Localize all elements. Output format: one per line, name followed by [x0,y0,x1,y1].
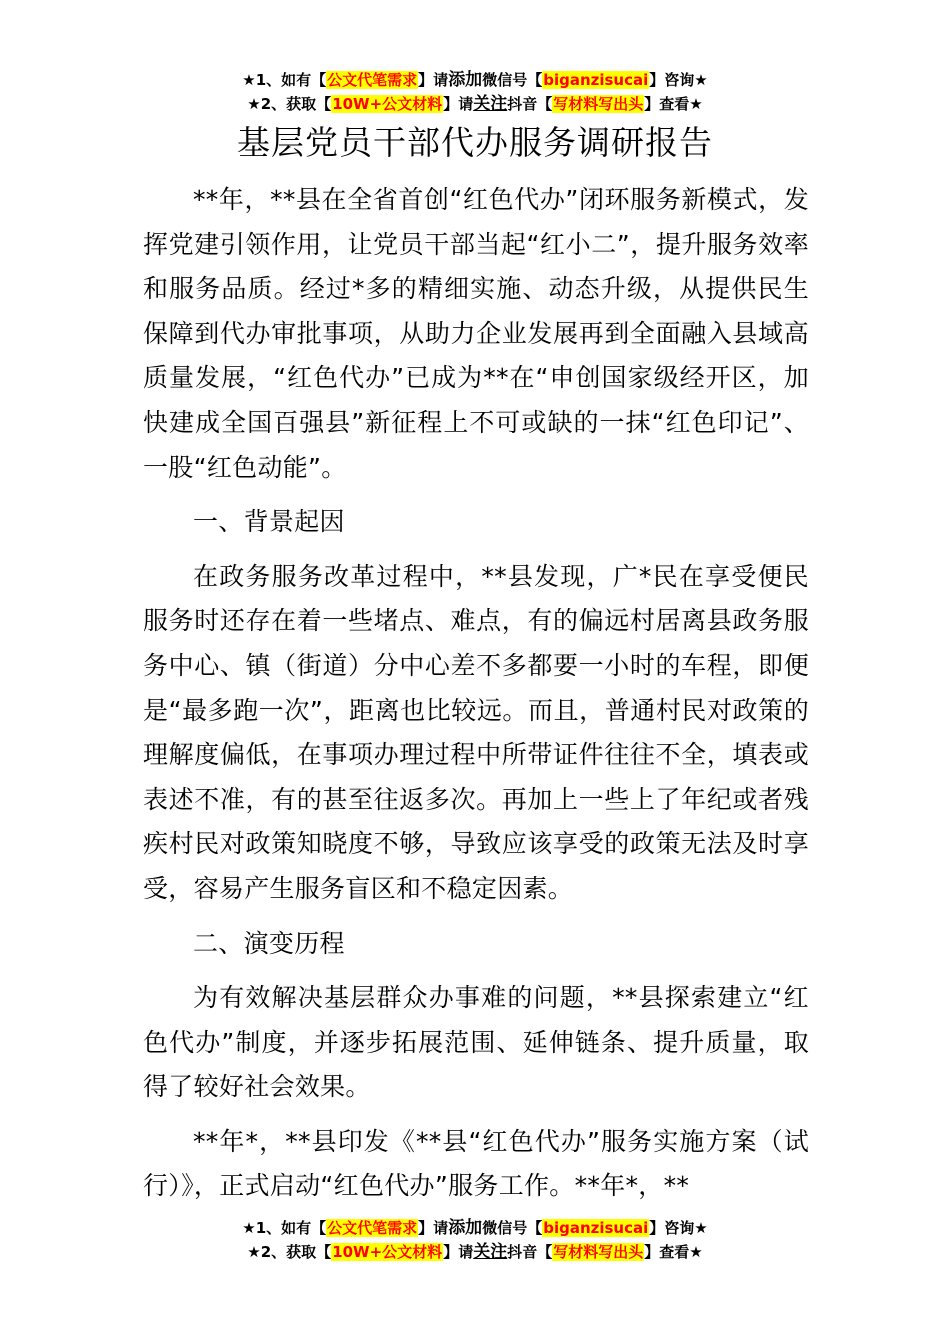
promo-text: 】请 [418,1219,449,1237]
star-icon: ★ [689,1243,703,1261]
document-title: 基层党员干部代办服务调研报告 [237,123,713,162]
section-heading-evolution: 二、演变历程 [193,928,345,958]
promo-text: 抖音【 [507,95,553,113]
paragraph-intro: **年，**县在全省首创“红色代办”闭环服务新模式，发挥党建引领作用，让党员干部当起“红小二”，提升服务效率和服务品质。经过*多的精细实施、动态升级，从提供民生保障到代办审批事项，从助力企业发展再到全面融入县域高质量发展，“红色代办”已成为**在“申创国家级经开区，加快建成全国百强县”新征程上不可或缺的一抹“红色印记”、一股“红色动能”。 [143,185,809,482]
highlight-wechat-id: biganzisucai [543,71,649,89]
highlight-douyin-account: 写材料写出头 [553,95,644,113]
highlight-materials: 10W+公文材料 [332,1243,443,1261]
promo-line-1 [0,1216,950,1240]
star-icon: ★ [694,1219,708,1237]
section-heading-background: 一、背景起因 [193,507,345,537]
promo-emphasis: 关注 [473,94,508,114]
star-icon: ★ [242,71,256,89]
star-icon: ★ [247,95,261,113]
promo-text: 】查看 [644,95,690,113]
promo-text: 1、如有【 [255,71,327,89]
promo-text: 】咨询 [649,71,695,89]
promo-text: 】请 [443,1243,474,1261]
document-body [143,178,809,1219]
promo-text: 】请 [418,71,449,89]
promo-text: 1、如有【 [255,1219,327,1237]
promo-text: 微信号【 [482,71,543,89]
highlight-wechat-id: biganzisucai [543,1219,649,1237]
promo-banner-bottom [0,1216,950,1264]
highlight-service: 公文代笔需求 [327,1219,418,1237]
star-icon: ★ [247,1243,261,1261]
promo-text: 2、获取【 [260,1243,332,1261]
promo-line-1 [0,68,950,92]
highlight-douyin-account: 写材料写出头 [553,1243,644,1261]
paragraph-timeline: **年*，**县印发《**县“红色代办”服务实施方案（试行）》，正式启动“红色代办”服务工作。**年*，** [143,1126,809,1201]
highlight-service: 公文代笔需求 [327,71,418,89]
star-icon: ★ [694,71,708,89]
promo-emphasis: 关注 [473,1242,508,1262]
highlight-materials: 10W+公文材料 [332,95,443,113]
promo-text: 2、获取【 [260,95,332,113]
promo-text: 】查看 [644,1243,690,1261]
promo-banner-top [0,68,950,116]
promo-line-2 [0,92,950,116]
paragraph-evolution: 为有效解决基层群众办事难的问题，**县探索建立“红色代办”制度，并逐步拓展范围、延伸链条、提升质量，取得了较好社会效果。 [143,983,809,1102]
promo-line-2 [0,1240,950,1264]
star-icon: ★ [242,1219,256,1237]
promo-text: 抖音【 [507,1243,553,1261]
promo-text: 】请 [443,95,474,113]
star-icon: ★ [689,95,703,113]
promo-text: 微信号【 [482,1219,543,1237]
paragraph-background: 在政务服务改革过程中，**县发现，广*民在享受便民服务时还存在着一些堵点、难点，有的偏远村居离县政务服务中心、镇（街道）分中心差不多都要一小时的车程，即便是“最多跑一次”，距离也比较远。而且，普通村民对政策的理解度偏低，在事项办理过程中所带证件往往不全，填表或表述不准，有的甚至往返多次。再加上一些上了年纪或者残疾村民对政策知晓度不够，导致应该享受的政策无法及时享受，容易产生服务盲区和不稳定因素。 [143,561,809,903]
promo-emphasis: 添加 [448,1218,483,1238]
promo-emphasis: 添加 [448,70,483,90]
promo-text: 】咨询 [649,1219,695,1237]
